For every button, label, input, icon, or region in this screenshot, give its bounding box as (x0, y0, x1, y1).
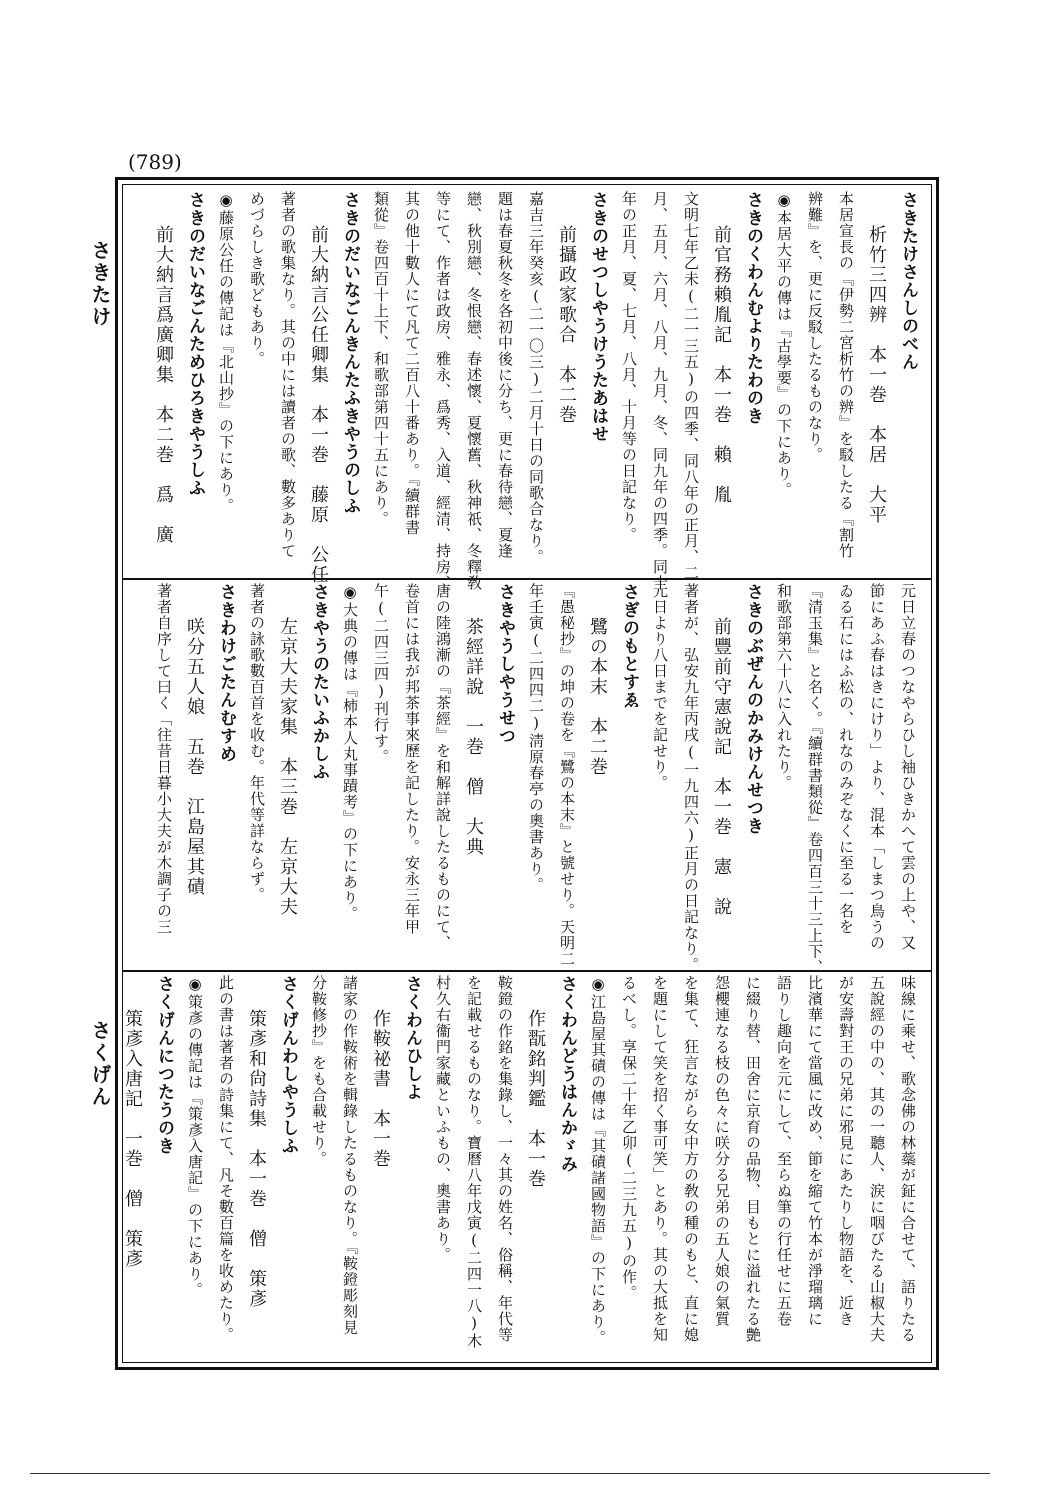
entry-text-line: 味線に乘せ、歌念佛の林蘂が鉦に合せて、語りたる (899, 975, 917, 1343)
entry-heading: さきたけさんしのべん (898, 191, 918, 371)
entry-title: 前大納言爲廣卿集 本二巻 爲 廣 (153, 225, 174, 545)
entry-text-line: が安壽對王の兄弟に邪見にあたりし物語を、近き (837, 975, 855, 1327)
page-frame-inner (122, 184, 932, 1363)
entry-text-line: 著者の詠歌數百首を收む。年代等詳ならず。 (248, 583, 266, 903)
entry-text-line: を集て、狂言ながら女中方の敎の種のもと、直に媳 (682, 975, 700, 1343)
side-label-bottom: さくげん (88, 1020, 112, 1108)
entry-heading: さきのだいなごんためひろきやうしふ (185, 191, 205, 497)
entry-title: 作鞍祕書 本一巻 (370, 1009, 391, 1169)
entry-text-line: に綴り替、田舍に京育の品物、目もとに溢れたる艶 (744, 975, 762, 1343)
entry-text-line: 比濱華にて當風に改め、節を縮て竹本が淨瑠璃に (806, 975, 824, 1327)
entry-title: 咲分五人娘 五巻 江島屋其磧 (184, 617, 205, 897)
entry-text-line: 其の他十數人にて凡て二百八十番あり。『續群書 (403, 191, 421, 536)
section-middle (131, 583, 923, 976)
entry-text-line: を記載せるものなり。寶曆八年戊寅(二四一八)木 (465, 975, 483, 1349)
page-frame (115, 177, 939, 1370)
entry-text-line: 戀、秋別戀、冬恨戀、春述懷、夏懷舊、秋神祇、冬釋敎 (465, 191, 483, 591)
entry-text-line: ゐる石にはふ松の、れなのみぞなくに至る一名を (837, 583, 855, 935)
entry-text-line: 怨櫻連なる枝の色々に咲分る兄弟の五人娘の氣質 (713, 975, 731, 1327)
entry-heading: さきやうのたいふかしふ (309, 583, 329, 781)
entry-text-line: 『愚秘抄』の坤の卷を『鷺の本末』と號せり。天明二 (558, 583, 576, 967)
entry-text-line: るべし。享保二十年乙卯(二三九五)の作。 (620, 975, 638, 1301)
entry-text-line: 辨難』を、更に反駁したるものなり。 (806, 191, 824, 463)
bottom-rule (30, 1473, 990, 1474)
entry-heading: さきやうしやうせつ (495, 583, 515, 745)
entry-title: 策彥和尙詩集 本一巻 僧 策彥 (246, 1009, 267, 1309)
entry-text-line: 月、五月、六月、八月、九月、冬、同九年の四季。同十 (651, 191, 669, 591)
entry-heading: さきのせつしやうけうたあはせ (588, 191, 608, 443)
entry-title: 左京大夫家集 本三巻 左京大夫 (277, 617, 298, 917)
entry-text-line: 著者の歌集なり。其の中には讀者の歌、數多ありて (279, 191, 297, 559)
entry-text-line: 分鞍修抄』をも合載せり。 (310, 975, 328, 1167)
entry-heading: さぎのもとすゑ (619, 583, 639, 709)
entry-heading: さきのくわんむよりたわのき (743, 191, 763, 425)
entry-title: 前豐前守憲說記 本一巻 憲 說 (711, 617, 732, 917)
section-divider (123, 578, 931, 580)
entry-title: 前大納言公任卿集 本一巻 藤原 公任 (308, 225, 329, 585)
entry-text-line: 題は春夏秋冬を各初中後に分ち、更に春待戀、夏逢 (496, 191, 514, 559)
entry-heading: さくわんひしよ (402, 975, 422, 1101)
entry-text-line: 著者自序して曰く「往昔日暮小大夫が木調子の三 (155, 583, 173, 935)
entry-text-line: ◉本居大平の傳は『古學要』の下にあり。 (775, 191, 793, 498)
entry-text-line: 文明七年乙未(二一三五)の四季、同八年の正月、二 (682, 191, 700, 581)
entry-text-line: 節にあふ春はきにけり」より、混本「しまつ鳥うの (868, 583, 886, 951)
entry-title: 策彥入唐記 一巻 僧 策彥 (122, 1009, 143, 1269)
entry-text-line: 午(二四三四)刊行す。 (372, 583, 390, 765)
entry-text-line: 嘉吉三年癸亥(二一〇三)二月十日の同歌合なり。 (527, 191, 545, 565)
entry-text-line: 等にて、作者は政房、雅永、爲秀、入道、經清、持房、 (434, 191, 452, 591)
entry-text-line: 諸家の作鞍術を輯錄したるものなり。『鞍鐙彫刻見 (341, 975, 359, 1336)
entry-text-line: 元日立春のつなやらひし袖ひきかへて雲の上や、又 (899, 583, 917, 951)
page-number: (789) (128, 150, 182, 174)
entry-title: 茶經詳說 一巻 僧 大典 (463, 617, 484, 857)
entry-text-line: 五說經の中の、其の一聽人、涙に咽びたる山椒大夫 (868, 975, 886, 1343)
entry-title: 析竹三四辨 本一巻 本居 大平 (866, 225, 887, 525)
entry-heading: さきのだいなごんきんたふきやうのしふ (340, 191, 360, 515)
entry-text-line: めづらしき歌どもあり。 (248, 191, 266, 367)
entry-text-line: 鞍鐙の作銘を集錄し、一々其の姓名、俗稱、年代等 (496, 975, 514, 1343)
entry-text-line: を題にして笑を招く事可笑」とあり。其の大抵を知 (651, 975, 669, 1343)
entry-text-line: ◉大典の傳は『柿本人丸事蹟考』の下にあり。 (341, 583, 359, 922)
entry-text-line: 『清玉集』と名く。『續群書類從』卷四百三十三上下、 (806, 583, 824, 976)
entry-text-line: 年壬寅(二四四二)淸原春亭の奧書あり。 (527, 583, 545, 893)
entry-text-line: 著者が、弘安九年丙戌(一九四六)正月の日記なり。 (682, 583, 700, 973)
section-divider (123, 970, 931, 972)
section-upper (131, 191, 923, 591)
entry-heading: さくげんにつたうのき (154, 975, 174, 1155)
entry-text-line: 卷首には我が邦茶事來歷を記したり。安永三年甲 (403, 583, 421, 935)
entry-text-line: ◉江島屋其磧の傳は『其磧諸國物語』の下にあり。 (589, 975, 607, 1346)
entry-title: 鷺の本末 本二巻 (587, 617, 608, 777)
entry-heading: さきわけごたんむすめ (216, 583, 236, 763)
entry-heading: さくげんわしやうしふ (278, 975, 298, 1155)
side-label-top: さきたけ (88, 240, 112, 328)
entry-text-line: ◉藤原公任の傳記は『北山抄』の下にあり。 (217, 191, 235, 514)
entry-text-line: 村久右衞門家藏といふもの、奧書あり。 (434, 975, 452, 1263)
entry-text-line: 和歌部第六十八に入れたり。 (775, 583, 793, 791)
entry-text-line: 語りし趣向を元にして、至らぬ筆の行任せに五卷 (775, 975, 793, 1327)
section-lower (122, 975, 923, 1362)
entry-title: 前官務賴胤記 本一巻 賴 胤 (711, 225, 732, 505)
entry-text-line: 元日より八日までを記せり。 (651, 583, 669, 791)
entry-title: 前攝政家歌合 本二巻 (556, 225, 577, 425)
entry-heading: さくわんどうはんかゞみ (557, 975, 577, 1173)
entry-text-line: ◉策彥の傳記は『策彥入唐記』の下にあり。 (186, 975, 204, 1298)
entry-text-line: 類從』卷四百十上下、和歌部第四十五にあり。 (372, 191, 390, 527)
entry-text-line: 年の正月、夏、七月、八月、十月等の日記なり。 (620, 191, 638, 543)
entry-heading: さきのぶぜんのかみけんせつき (743, 583, 763, 835)
entry-text-line: 此の書は著者の詩集にて、凡そ數百篇を收めたり。 (217, 975, 235, 1343)
entry-text-line: 本居宣長の『伊勢二宮析竹の辨』を駁したる『割竹 (837, 191, 855, 559)
entry-text-line: 唐の陸鴻漸の『茶經』を和解詳說したるものにて、 (434, 583, 452, 951)
entry-title: 作翫銘判鑑 本一巻 (525, 1009, 546, 1189)
